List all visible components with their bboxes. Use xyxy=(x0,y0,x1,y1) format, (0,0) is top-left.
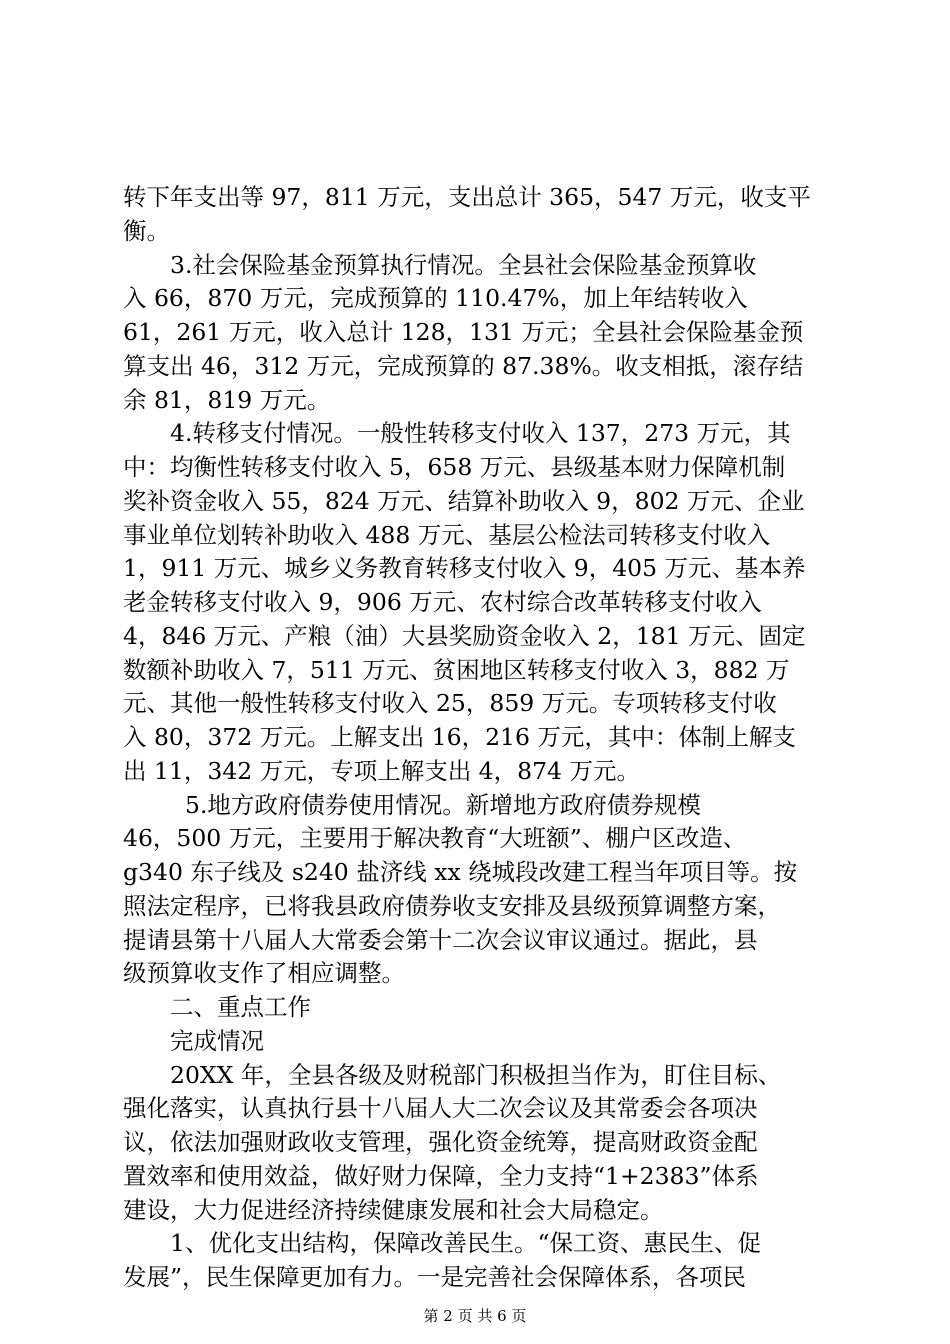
text-line: 老金转移支付收入 9，906 万元、农村综合改革转移支付收入 xyxy=(123,588,762,616)
text-line: 议，依法加强财政收支管理，强化资金统筹，提高财政资金配 xyxy=(123,1128,758,1156)
text-line: 1、优化支出结构，保障改善民生。“保工资、惠民生、促 xyxy=(170,1229,761,1257)
text-line: 数额补助收入 7，511 万元、贫困地区转移支付收入 3，882 万 xyxy=(123,656,790,684)
text-line: 提请县第十八届人大常委会第十二次会议审议通过。据此，县 xyxy=(123,926,758,954)
text-line: 出 11，342 万元，专项上解支出 4，874 万元。 xyxy=(123,757,640,785)
text-line: 照法定程序，已将我县政府债券收支安排及县级预算调整方案， xyxy=(123,892,781,920)
text-line: 入 66，870 万元，完成预算的 110.47%，加上年结转收入 xyxy=(123,284,748,312)
text-line: 余 81，819 万元。 xyxy=(123,386,331,414)
text-line: 级预算收支作了相应调整。 xyxy=(123,959,405,987)
section-subheading: 完成情况 xyxy=(170,1027,264,1055)
text-line: 奖补资金收入 55，824 万元、结算补助收入 9，802 万元、企业 xyxy=(123,487,805,515)
text-line: 4.转移支付情况。一般性转移支付收入 137，273 万元，其 xyxy=(170,419,791,447)
text-line: 事业单位划转补助收入 488 万元、基层公检法司转移支付收入 xyxy=(123,521,771,549)
text-line: 强化落实，认真执行县十八届人大二次会议及其常委会各项决 xyxy=(123,1094,758,1122)
section-heading: 二、重点工作 xyxy=(170,993,311,1021)
text-line: 中：均衡性转移支付收入 5，658 万元、县级基本财力保障机制 xyxy=(123,453,786,481)
text-line: 20XX 年，全县各级及财税部门积极担当作为，盯住目标、 xyxy=(170,1061,782,1089)
text-line: 转下年支出等 97，811 万元，支出总计 365，547 万元，收支平 xyxy=(123,183,811,211)
text-line: g340 东子线及 s240 盐济线 xx 绕城段改建工程当年项目等。按 xyxy=(123,858,798,886)
text-line: 5.地方政府债券使用情况。新增地方政府债券规模 xyxy=(185,791,701,819)
text-line: 置效率和使用效益，做好财力保障，全力支持“1+2383”体系 xyxy=(123,1162,759,1190)
text-line: 发展”，民生保障更加有力。一是完善社会保障体系，各项民 xyxy=(123,1263,747,1291)
text-line: 61，261 万元，收入总计 128，131 万元；全县社会保险基金预 xyxy=(123,318,804,346)
text-line: 3.社会保险基金预算执行情况。全县社会保险基金预算收 xyxy=(170,251,757,279)
text-line: 建设，大力促进经济持续健康发展和社会大局稳定。 xyxy=(123,1196,664,1224)
text-line: 元、其他一般性转移支付收入 25，859 万元。专项转移支付收 xyxy=(123,689,777,717)
text-line: 入 80，372 万元。上解支出 16，216 万元，其中：体制上解支 xyxy=(123,723,796,751)
text-line: 4，846 万元、产粮（油）大县奖励资金收入 2，181 万元、固定 xyxy=(123,622,806,650)
text-line: 衡。 xyxy=(123,217,170,245)
text-line: 1，911 万元、城乡义务教育转移支付收入 9，405 万元、基本养 xyxy=(123,554,806,582)
page-number-footer: 第 2 页 共 6 页 xyxy=(423,1307,527,1325)
text-line: 46，500 万元，主要用于解决教育“大班额”、棚户区改造、 xyxy=(123,824,747,852)
text-line: 算支出 46，312 万元，完成预算的 87.38%。收支相抵，滚存结 xyxy=(123,352,804,380)
